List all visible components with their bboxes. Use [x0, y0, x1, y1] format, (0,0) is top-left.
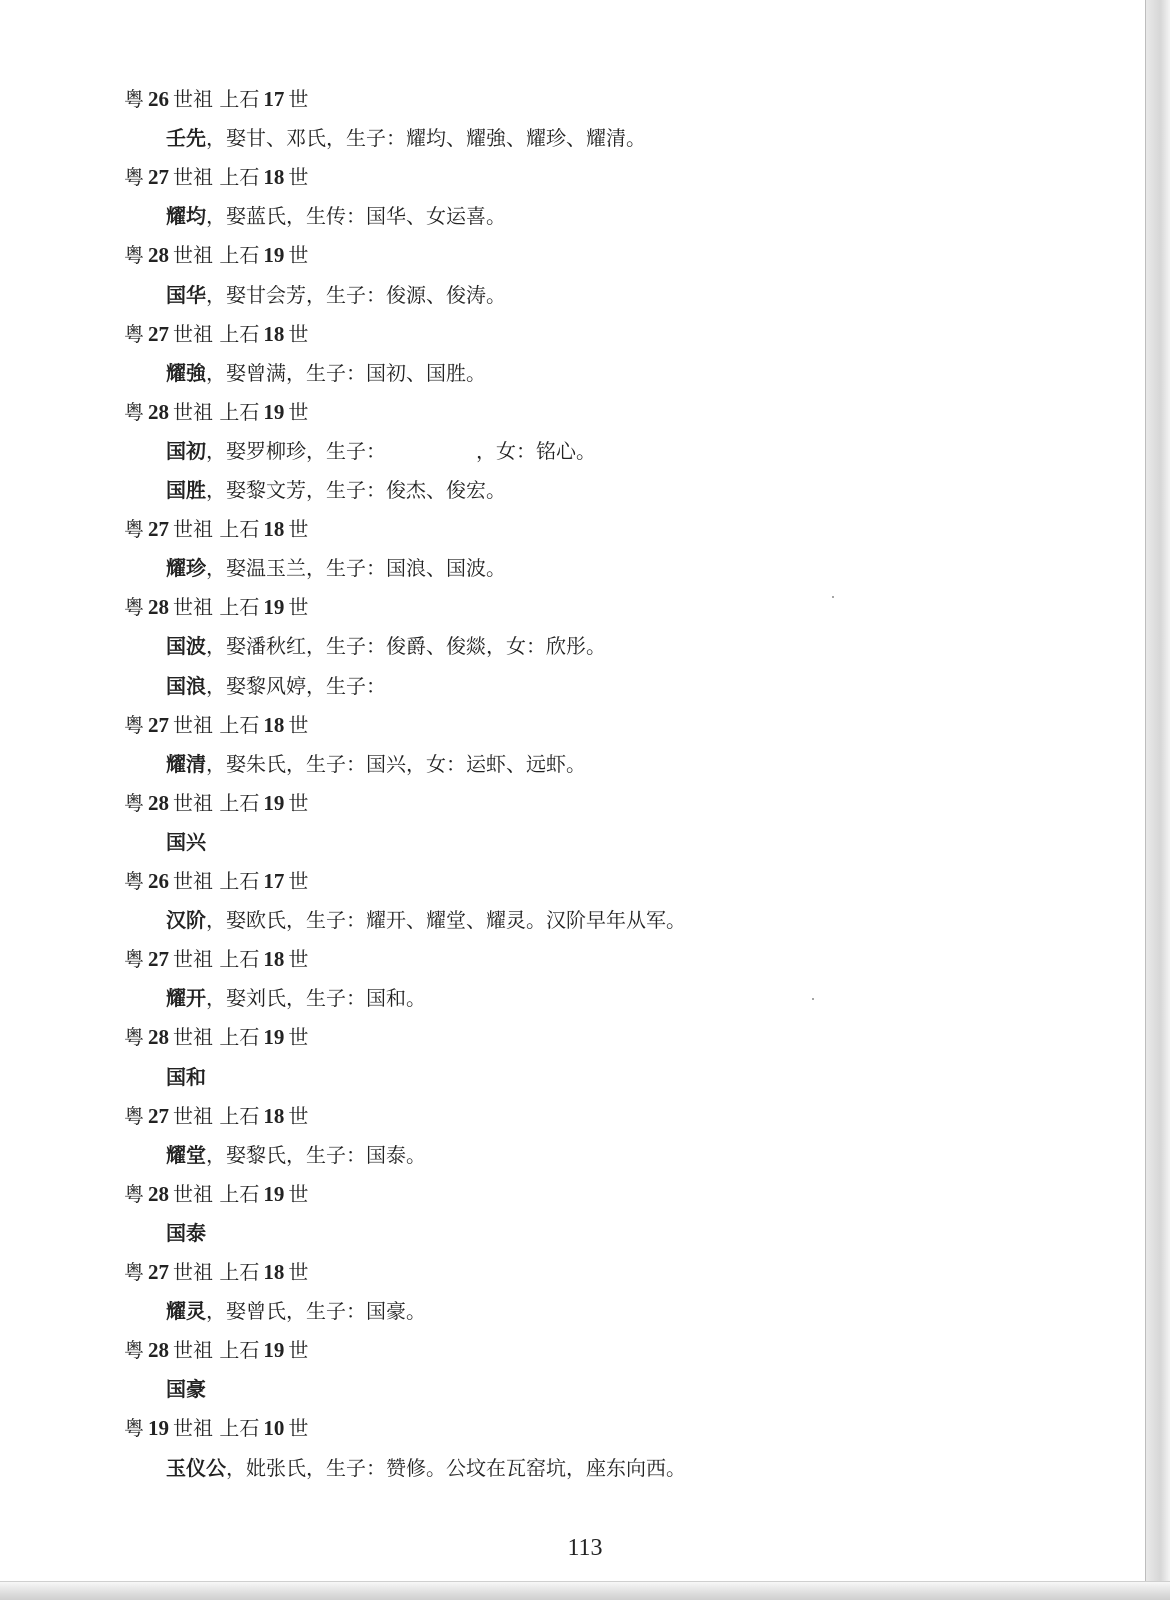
heading-prefix: 粤 [124, 400, 144, 424]
heading-generation-number: 28 [148, 1025, 169, 1049]
person-entry [166, 285, 506, 305]
heading-lineage-label: 世祖 上石 [173, 165, 260, 189]
person-name: 耀堂 [166, 1143, 206, 1167]
person-entry [166, 128, 646, 148]
person-entry [166, 636, 606, 656]
heading-lineage-label: 世祖 上石 [173, 322, 260, 346]
person-entry [166, 1458, 686, 1478]
heading-branch-generation-number: 18 [263, 322, 285, 346]
heading-lineage-label: 世祖 上石 [173, 87, 260, 111]
person-name: 耀开 [166, 986, 206, 1010]
heading-lineage-label: 世祖 上石 [173, 713, 260, 737]
heading-branch-generation-number: 19 [263, 1338, 285, 1362]
scan-speck [832, 596, 834, 598]
person-entry [166, 480, 506, 500]
person-name: 国波 [166, 634, 206, 658]
heading-branch-generation-number: 18 [263, 1104, 285, 1128]
heading-prefix: 粤 [124, 1182, 144, 1206]
person-entry [166, 1145, 426, 1165]
heading-suffix: 世 [288, 322, 309, 346]
heading-suffix: 世 [288, 165, 309, 189]
person-details: ，娶曾满，生子：国初、国胜。 [206, 361, 486, 385]
heading-prefix: 粤 [124, 791, 144, 815]
heading-lineage-label: 世祖 上石 [173, 1260, 260, 1284]
person-details: ，娶刘氏，生子：国和。 [206, 986, 426, 1010]
heading-suffix: 世 [288, 947, 309, 971]
heading-suffix: 世 [288, 869, 309, 893]
person-details: ，娶甘会芳，生子：俊源、俊涛。 [206, 283, 506, 307]
generation-heading [124, 715, 308, 736]
heading-lineage-label: 世祖 上石 [173, 791, 260, 815]
heading-prefix: 粤 [124, 165, 144, 189]
heading-suffix: 世 [288, 1025, 309, 1049]
heading-branch-generation-number: 18 [263, 713, 285, 737]
person-name: 国兴 [166, 830, 206, 854]
person-details: ，娶蓝氏，生传：国华、女运喜。 [206, 204, 506, 228]
heading-lineage-label: 世祖 上石 [173, 1416, 260, 1440]
person-entry [166, 558, 506, 578]
person-entry [166, 363, 486, 383]
heading-suffix: 世 [288, 1182, 309, 1206]
person-details: ，娶曾氏，生子：国豪。 [206, 1299, 426, 1323]
heading-branch-generation-number: 18 [263, 517, 285, 541]
heading-suffix: 世 [288, 87, 309, 111]
scan-edge-right [1145, 0, 1170, 1600]
heading-generation-number: 28 [148, 595, 169, 619]
person-name: 国豪 [166, 1377, 206, 1401]
heading-generation-number: 27 [148, 713, 169, 737]
person-details: ，娶温玉兰，生子：国浪、国波。 [206, 556, 506, 580]
heading-generation-number: 28 [148, 243, 169, 267]
heading-generation-number: 19 [148, 1416, 169, 1440]
heading-generation-number: 27 [148, 1104, 169, 1128]
generation-heading [124, 793, 308, 814]
person-name: 国胜 [166, 478, 206, 502]
scan-edge-bottom [0, 1581, 1170, 1600]
person-details: ，娶甘、邓氏，生子：耀均、耀強、耀珍、耀清。 [206, 126, 646, 150]
heading-branch-generation-number: 18 [263, 947, 285, 971]
heading-suffix: 世 [288, 1416, 309, 1440]
generation-heading [124, 519, 308, 540]
heading-lineage-label: 世祖 上石 [173, 243, 260, 267]
heading-generation-number: 27 [148, 517, 169, 541]
person-entry [166, 1379, 206, 1399]
person-name: 耀強 [166, 361, 206, 385]
person-details: ，娶黎氏，生子：国泰。 [206, 1143, 426, 1167]
generation-heading [124, 1262, 308, 1283]
heading-generation-number: 27 [148, 947, 169, 971]
heading-suffix: 世 [288, 791, 309, 815]
heading-prefix: 粤 [124, 713, 144, 737]
person-details: ，娶潘秋红，生子：俊爵、俊燚，女：欣彤。 [206, 634, 606, 658]
heading-lineage-label: 世祖 上石 [173, 1025, 260, 1049]
generation-heading [124, 167, 308, 188]
heading-generation-number: 27 [148, 322, 169, 346]
heading-prefix: 粤 [124, 1025, 144, 1049]
heading-suffix: 世 [288, 517, 309, 541]
heading-branch-generation-number: 18 [263, 1260, 285, 1284]
generation-heading [124, 89, 308, 110]
generation-heading [124, 871, 308, 892]
heading-suffix: 世 [288, 713, 309, 737]
heading-generation-number: 26 [148, 87, 169, 111]
heading-suffix: 世 [288, 1260, 309, 1284]
generation-heading [124, 1106, 308, 1127]
generation-heading [124, 1184, 308, 1205]
person-entry [166, 206, 506, 226]
heading-suffix: 世 [288, 400, 309, 424]
heading-branch-generation-number: 19 [263, 595, 285, 619]
person-entry [166, 1301, 426, 1321]
person-entry [166, 754, 586, 774]
person-name: 耀珍 [166, 556, 206, 580]
person-name: 国华 [166, 283, 206, 307]
heading-prefix: 粤 [124, 1104, 144, 1128]
generation-heading [124, 245, 308, 266]
person-details: ，娶黎风婷，生子： [206, 674, 386, 698]
generation-heading [124, 402, 308, 423]
heading-branch-generation-number: 19 [263, 243, 285, 267]
heading-branch-generation-number: 19 [263, 1025, 285, 1049]
heading-prefix: 粤 [124, 1260, 144, 1284]
heading-prefix: 粤 [124, 1338, 144, 1362]
person-entry [166, 441, 596, 461]
heading-lineage-label: 世祖 上石 [173, 595, 260, 619]
heading-generation-number: 26 [148, 869, 169, 893]
generation-heading [124, 1340, 308, 1361]
generation-heading [124, 1418, 308, 1439]
heading-prefix: 粤 [124, 1416, 144, 1440]
person-name: 壬先 [166, 126, 206, 150]
person-entry [166, 910, 686, 930]
heading-prefix: 粤 [124, 322, 144, 346]
heading-prefix: 粤 [124, 87, 144, 111]
heading-lineage-label: 世祖 上石 [173, 947, 260, 971]
person-name: 国泰 [166, 1221, 206, 1245]
heading-prefix: 粤 [124, 947, 144, 971]
heading-suffix: 世 [288, 1104, 309, 1128]
heading-suffix: 世 [288, 1338, 309, 1362]
heading-branch-generation-number: 19 [263, 1182, 285, 1206]
heading-lineage-label: 世祖 上石 [173, 1338, 260, 1362]
heading-generation-number: 28 [148, 1182, 169, 1206]
person-name: 耀灵 [166, 1299, 206, 1323]
person-entry [166, 676, 386, 696]
heading-generation-number: 28 [148, 400, 169, 424]
heading-suffix: 世 [288, 595, 309, 619]
generation-heading [124, 324, 308, 345]
person-entry [166, 1067, 206, 1087]
heading-lineage-label: 世祖 上石 [173, 400, 260, 424]
heading-lineage-label: 世祖 上石 [173, 517, 260, 541]
person-name: 汉阶 [166, 908, 206, 932]
person-entry [166, 1223, 206, 1243]
heading-prefix: 粤 [124, 517, 144, 541]
generation-heading [124, 949, 308, 970]
page-number: 113 [567, 1535, 603, 1561]
generation-heading [124, 597, 308, 618]
person-name: 国初 [166, 439, 206, 463]
heading-branch-generation-number: 19 [263, 400, 285, 424]
person-details: ，娶欧氏，生子：耀开、耀堂、耀灵。汉阶早年从军。 [206, 908, 686, 932]
heading-branch-generation-number: 10 [263, 1416, 285, 1440]
heading-prefix: 粤 [124, 243, 144, 267]
heading-generation-number: 27 [148, 165, 169, 189]
person-name: 国和 [166, 1065, 206, 1089]
person-details: ，娶黎文芳，生子：俊杰、俊宏。 [206, 478, 506, 502]
heading-generation-number: 28 [148, 791, 169, 815]
heading-branch-generation-number: 17 [263, 87, 285, 111]
generation-heading [124, 1027, 308, 1048]
heading-branch-generation-number: 18 [263, 165, 285, 189]
heading-prefix: 粤 [124, 595, 144, 619]
heading-prefix: 粤 [124, 869, 144, 893]
heading-lineage-label: 世祖 上石 [173, 1182, 260, 1206]
heading-generation-number: 27 [148, 1260, 169, 1284]
person-details: ，娶罗柳珍，生子： ，女：铭心。 [206, 439, 596, 463]
person-entry [166, 988, 426, 1008]
person-details: ，妣张氏，生子：赞修。公坟在瓦窑坑，座东向西。 [226, 1456, 686, 1480]
person-name: 耀清 [166, 752, 206, 776]
person-name: 国浪 [166, 674, 206, 698]
person-details: ，娶朱氏，生子：国兴，女：运虾、远虾。 [206, 752, 586, 776]
person-name: 耀均 [166, 204, 206, 228]
heading-lineage-label: 世祖 上石 [173, 1104, 260, 1128]
heading-branch-generation-number: 17 [263, 869, 285, 893]
heading-suffix: 世 [288, 243, 309, 267]
heading-lineage-label: 世祖 上石 [173, 869, 260, 893]
person-name: 玉仪公 [166, 1456, 226, 1480]
person-entry [166, 832, 206, 852]
heading-generation-number: 28 [148, 1338, 169, 1362]
scan-speck [812, 998, 814, 1000]
heading-branch-generation-number: 19 [263, 791, 285, 815]
